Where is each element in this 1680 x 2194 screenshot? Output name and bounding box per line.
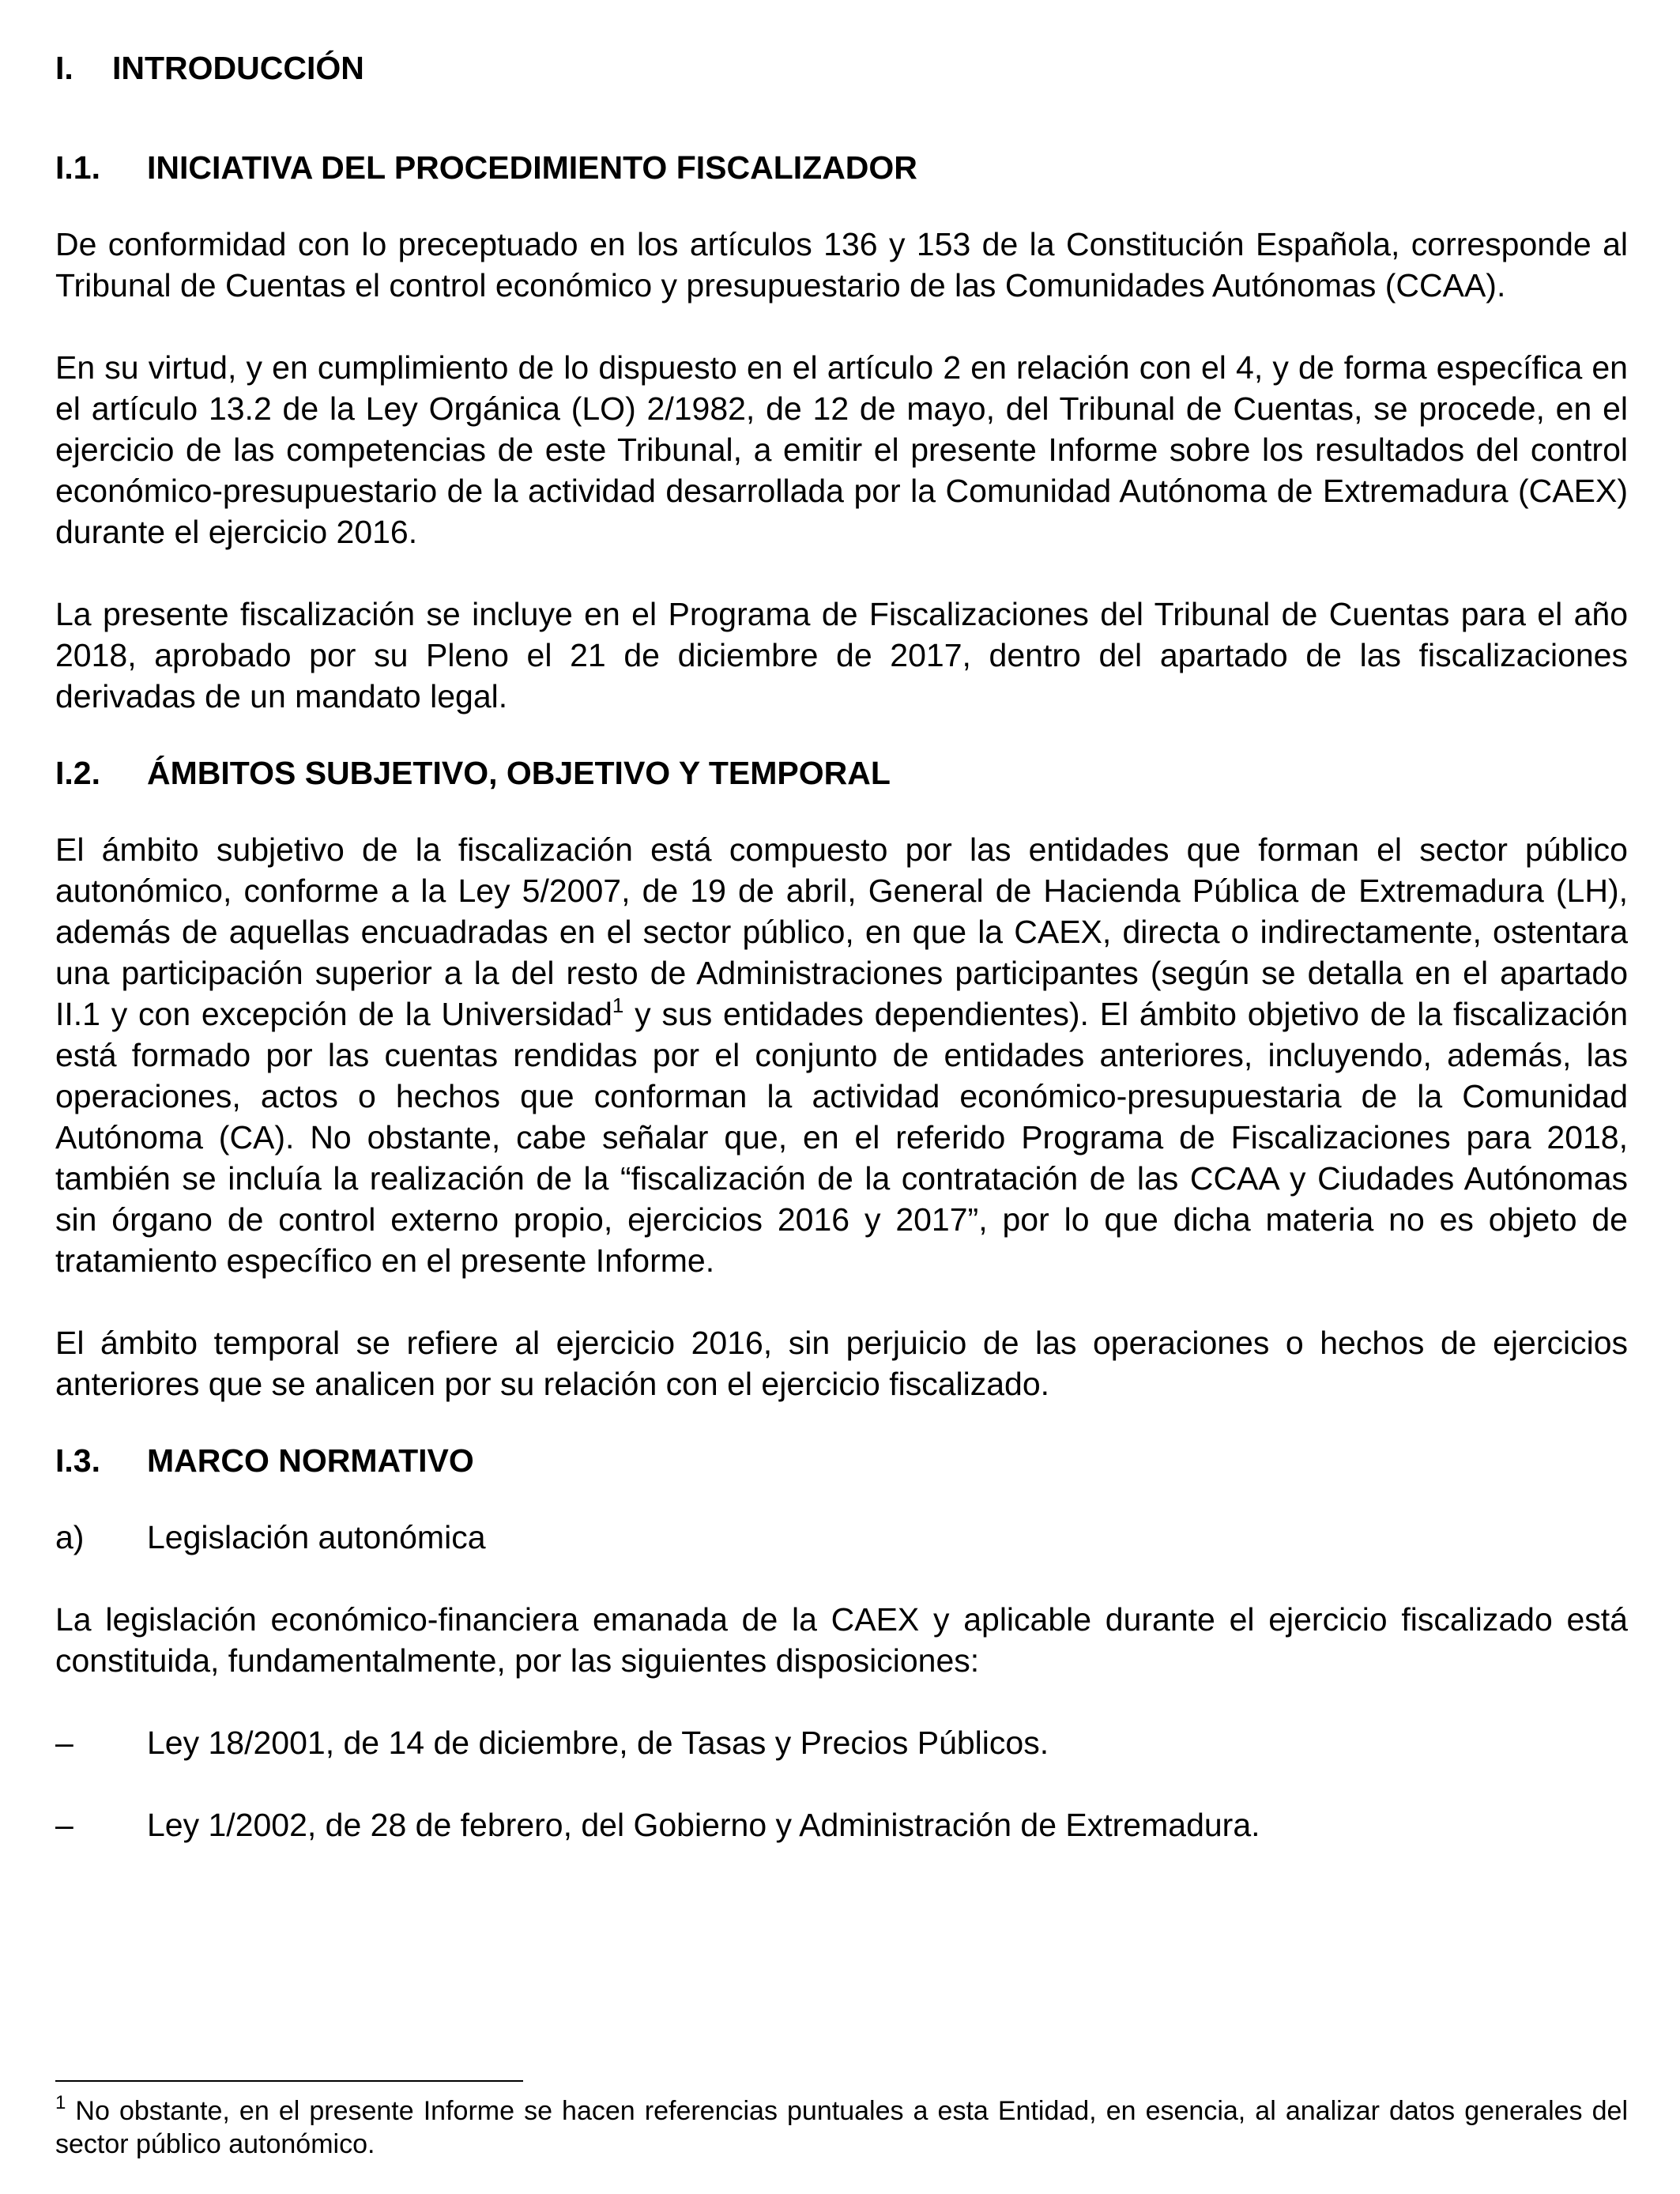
section-number: I.1. <box>55 149 100 186</box>
chapter-number: I. <box>55 50 73 86</box>
section-heading-2 <box>55 752 1628 794</box>
footnote <box>55 2094 1628 2161</box>
section-number: I.3. <box>55 1442 100 1479</box>
paragraph: El ámbito temporal se refiere al ejercicio 2016, sin perjuicio de las operaciones o hechos de ejercicios anteriores que se analicen por su relación con el ejercicio fiscalizado. <box>55 1325 1628 1402</box>
subsection-heading <box>55 1517 1628 1558</box>
section-heading-1 <box>55 147 1628 188</box>
dash-bullet: – <box>55 1725 73 1761</box>
dash-bullet: – <box>55 1807 73 1843</box>
list-item-text: Ley 18/2001, de 14 de diciembre, de Tasas y Precios Públicos. <box>147 1725 1049 1761</box>
list-item <box>55 1722 1628 1763</box>
list-item-text: Ley 1/2002, de 28 de febrero, del Gobierno y Administración de Extremadura. <box>147 1807 1260 1843</box>
footnote-separator <box>55 2080 523 2082</box>
chapter-heading <box>55 47 1628 89</box>
footnote-reference[interactable]: 1 <box>612 993 624 1017</box>
section-title: INICIATIVA DEL PROCEDIMIENTO FISCALIZADOR <box>147 149 917 186</box>
paragraph: La presente fiscalización se incluye en el Programa de Fiscalizaciones del Tribunal de Cuentas para el año 2018, aprobado por su Pleno el 21 de diciembre de 2017, dentro del apartado de las fiscalizaciones derivadas de un mandato legal. <box>55 596 1628 714</box>
section-heading-3 <box>55 1440 1628 1481</box>
section-number: I.2. <box>55 755 100 791</box>
paragraph <box>55 829 1628 1281</box>
list-item <box>55 1804 1628 1845</box>
chapter-title: INTRODUCCIÓN <box>112 50 364 86</box>
paragraph: De conformidad con lo preceptuado en los artículos 136 y 153 de la Constitución Española, corresponde al Tribunal de Cuentas el control económico y presupuestario de las Comunidades Autónomas (CCAA). <box>55 226 1628 303</box>
section-title: ÁMBITOS SUBJETIVO, OBJETIVO Y TEMPORAL <box>147 755 891 791</box>
footnote-mark: 1 <box>55 2092 66 2113</box>
subsection-number: a) <box>55 1519 85 1555</box>
paragraph-text: El ámbito subjetivo de la fiscalización está compuesto por las entidades que forman el sector público autonómico, conforme a la Ley 5/2007, de 19 de abril, General de Hacienda Pública de Extremadura (LH), además de aquellas encuadradas en el sector público, en que la CAEX, directa o indirectamente, ostentara una participación superior a la del resto de Administraciones participantes (según se detalla en el apartado II.1 y con excepción de la Universidad <box>55 831 1628 1032</box>
section-title: MARCO NORMATIVO <box>147 1442 474 1479</box>
subsection-title: Legislación autonómica <box>147 1519 486 1555</box>
document-page <box>55 47 1628 1887</box>
paragraph: En su virtud, y en cumplimiento de lo dispuesto en el artículo 2 en relación con el 4, y de forma específica en el artículo 13.2 de la Ley Orgánica (LO) 2/1982, de 12 de mayo, del Tribunal de Cuentas, se procede, en el ejercicio de las competencias de este Tribunal, a emitir el presente Informe sobre los resultados del control económico-presupuestario de la actividad desarrollada por la Comunidad Autónoma de Extremadura (CAEX) durante el ejercicio 2016. <box>55 349 1628 550</box>
paragraph: La legislación económico-financiera emanada de la CAEX y aplicable durante el ejercicio fiscalizado está constituida, fundamentalmente, por las siguientes disposiciones: <box>55 1601 1628 1679</box>
footnote-text: No obstante, en el presente Informe se hacen referencias puntuales a esta Entidad, en esencia, al analizar datos generales del sector público autonómico. <box>55 2096 1628 2159</box>
paragraph-text: y sus entidades dependientes). El ámbito objetivo de la fiscalización está formado por las cuentas rendidas por el conjunto de entidades anteriores, incluyendo, además, las operaciones, actos o hechos que conforman la actividad económico-presupuestaria de la Comunidad Autónoma (CA). No obstante, cabe señalar que, en el referido Programa de Fiscalizaciones para 2018, también se incluía la realización de la “fiscalización de la contratación de las CCAA y Ciudades Autónomas sin órgano de control externo propio, ejercicios 2016 y 2017”, por lo que dicha materia no es objeto de tratamiento específico en el presente Informe. <box>55 996 1628 1279</box>
